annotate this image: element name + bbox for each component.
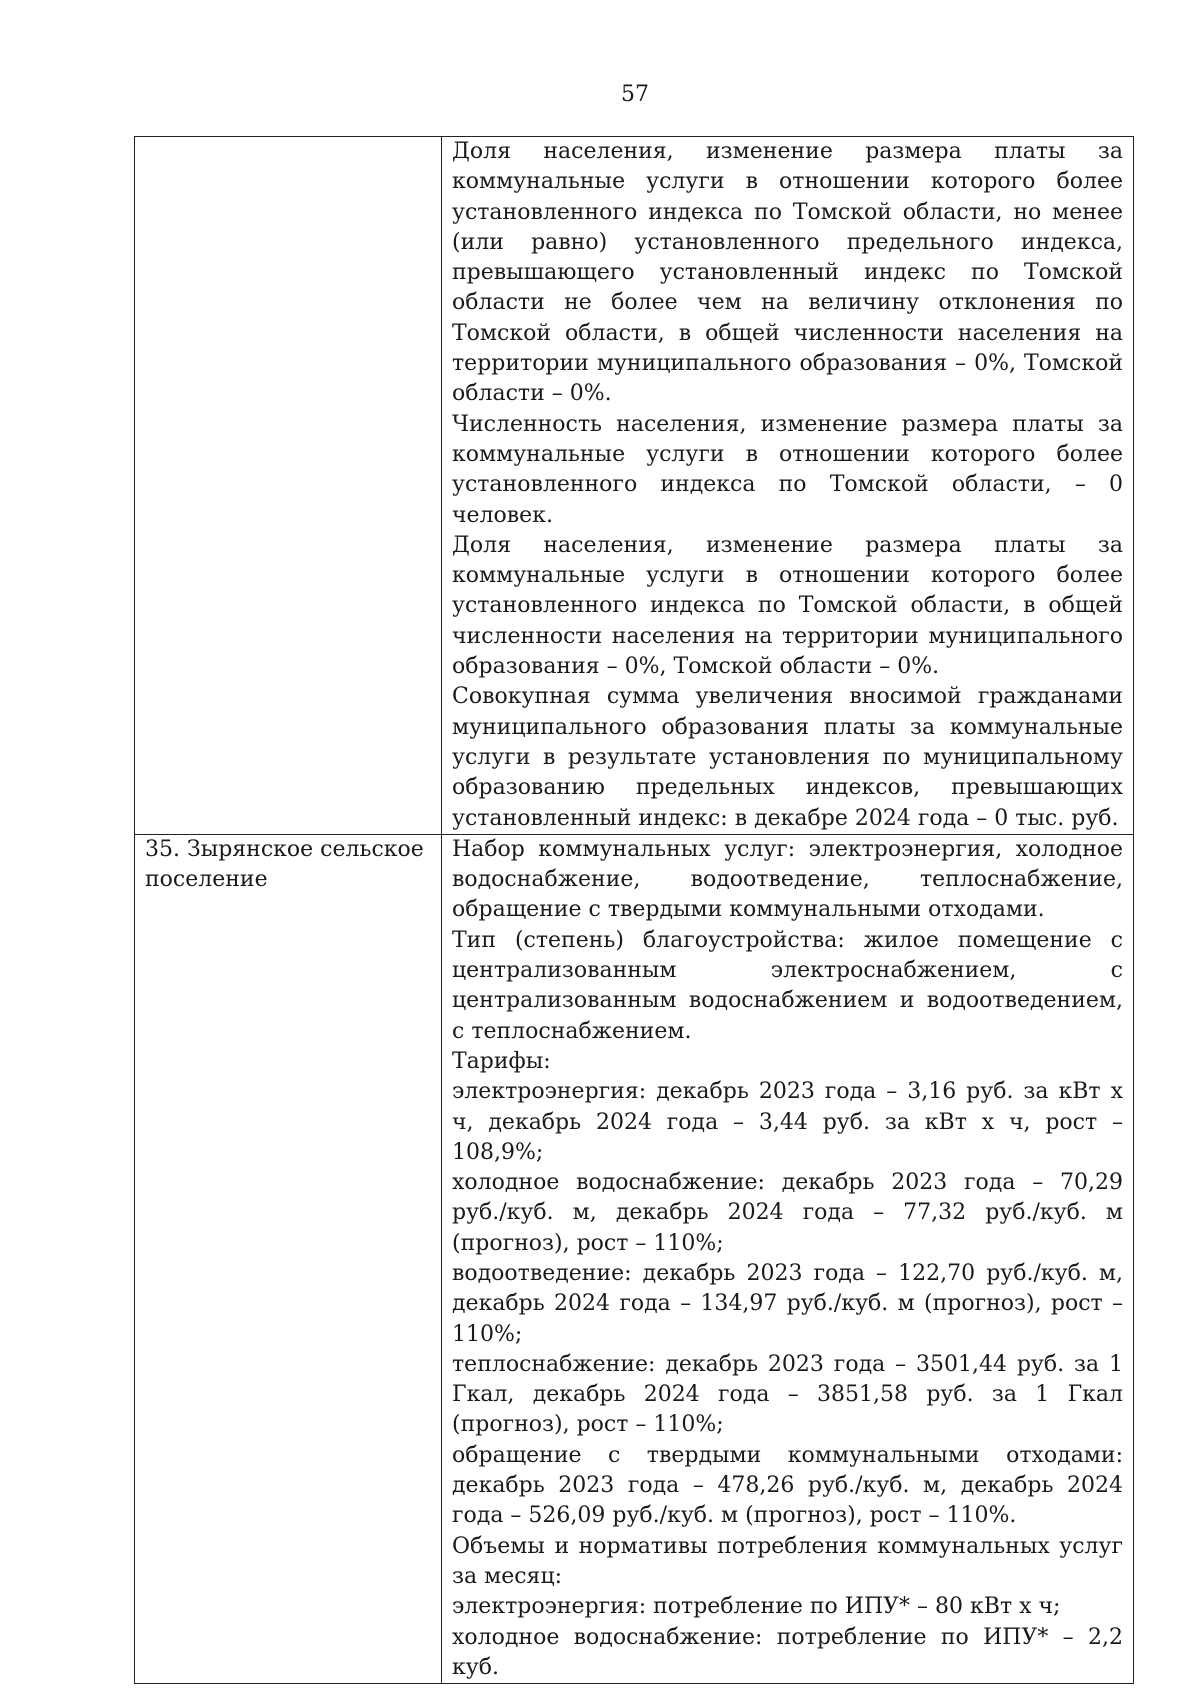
paragraph: водоотведение: декабрь 2023 года – 122,70 руб./куб. м, декабрь 2024 года – 134,97 руб./куб. м (прогноз), рост – 110%; xyxy=(452,1260,1123,1347)
table-row xyxy=(135,834,1134,1683)
document-table xyxy=(134,136,1134,1684)
page-number: 57 xyxy=(621,82,649,107)
paragraph: Тип (степень) благоустройства: жилое помещение с централизованным электроснабжением, с централизованным водоснабжением и водоотведением, с теплоснабжением. xyxy=(452,927,1123,1044)
paragraph: обращение с твердыми коммунальными отходами: декабрь 2023 года – 478,26 руб./куб. м, декабрь 2024 года – 526,09 руб./куб. м (прогноз), рост – 110%. xyxy=(452,1442,1123,1529)
paragraph: холодное водоснабжение: декабрь 2023 года – 70,29 руб./куб. м, декабрь 2024 года – 77,32 руб./куб. м (прогноз), рост – 110%; xyxy=(452,1170,1123,1256)
paragraph: Доля населения, изменение размера платы за коммунальные услуги в отношении которого более установленного индекса по Томской области, но менее (или равно) установленного предельного индекса, превышающего установленный индекс по Томской области не более чем на величину отклонения по Томской области, в общей численности населения на территории муниципального образования – 0%, Томской области – 0%. xyxy=(452,139,1123,407)
paragraph: Набор коммунальных услуг: электроэнергия, холодное водоснабжение, водоотведение, теплоснабжение, обращение с твердыми коммунальными отходами. xyxy=(452,836,1123,923)
paragraph: электроэнергия: декабрь 2023 года – 3,16 руб. за кВт х ч, декабрь 2024 года – 3,44 руб. за кВт х ч, рост – 108,9%; xyxy=(452,1079,1123,1165)
paragraph: Тарифы: xyxy=(452,1048,551,1074)
settlement-cell xyxy=(135,137,442,835)
paragraph: теплоснабжение: декабрь 2023 года – 3501,44 руб. за 1 Гкал, декабрь 2024 года – 3851,58 руб. за 1 Гкал (прогноз), рост – 110%; xyxy=(452,1351,1123,1438)
table-row xyxy=(135,137,1134,835)
paragraph: Объемы и нормативы потребления коммунальных услуг за месяц: xyxy=(452,1533,1123,1589)
paragraph: Численность населения, изменение размера платы за коммунальные услуги в отношении которого более установленного индекса по Томской области, – 0 человек. xyxy=(452,411,1123,528)
paragraph: Совокупная сумма увеличения вносимой гражданами муниципального образования платы за коммунальные услуги в результате установления по муниципальному образованию предельных индексов, превышающих установленный индекс: в декабре 2024 года – 0 тыс. руб. xyxy=(452,684,1123,831)
settlement-name: 35. Зырянское сельское поселение xyxy=(145,836,424,893)
settlement-cell xyxy=(135,834,442,1683)
paragraph: Доля населения, изменение размера платы за коммунальные услуги в отношении которого более установленного индекса по Томской области, в общей численности населения на территории муниципального образования – 0%, Томской области – 0%. xyxy=(452,532,1123,680)
paragraph: холодное водоснабжение: потребление по ИПУ* – 2,2 куб. xyxy=(452,1624,1123,1680)
indicators-cell xyxy=(442,834,1134,1683)
paragraph: электроэнергия: потребление по ИПУ* – 80 кВт х ч; xyxy=(452,1594,1061,1620)
indicators-cell xyxy=(442,137,1134,835)
